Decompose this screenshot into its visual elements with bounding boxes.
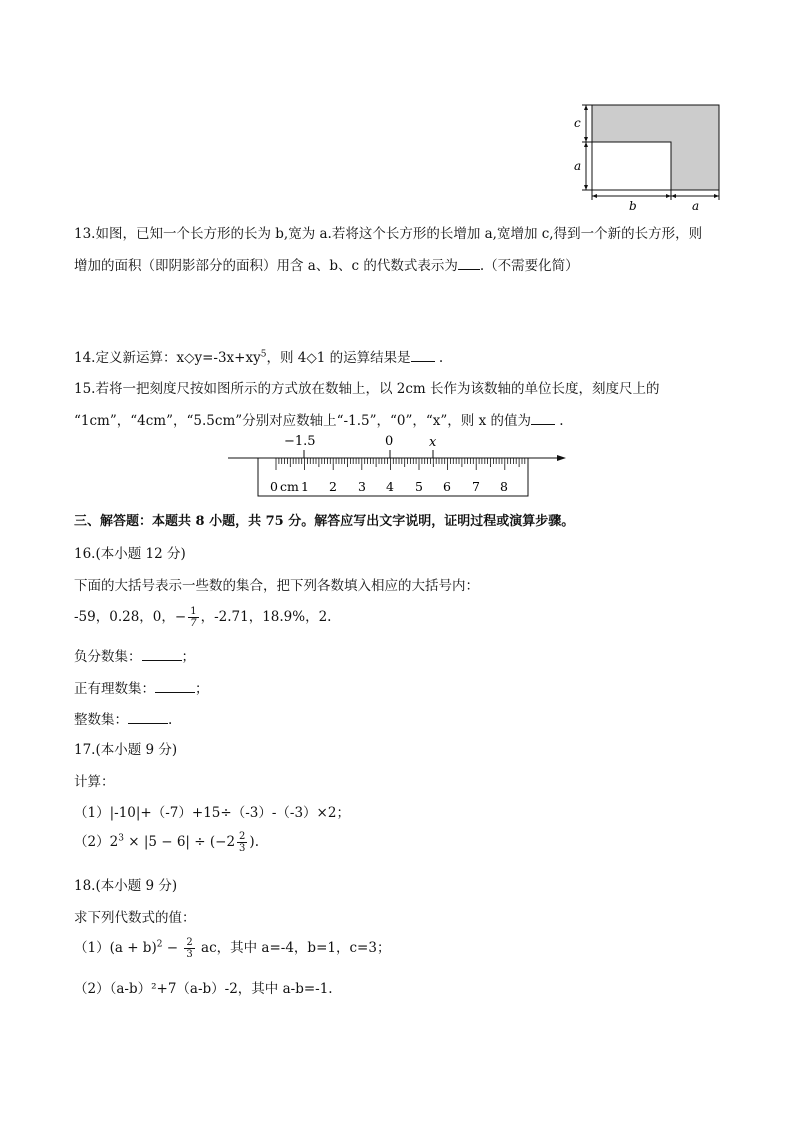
answer-blank-set2[interactable]	[155, 680, 195, 693]
ruler-ticks	[276, 458, 525, 470]
q16-title: 16.(本小题 12 分)	[74, 546, 186, 562]
q13-line1: 13.如图，已知一个长方形的长为 b,宽为 a.若将这个长方形的长增加 a,宽增加 c,得到一个新的长方形，则	[74, 226, 703, 242]
ruler-label-1: 1	[301, 479, 309, 494]
q18-title: 18.(本小题 9 分)	[74, 878, 178, 894]
q17-part1: （1）|-10|+（-7）+15÷（-3）-（-3）×2；	[74, 805, 350, 821]
label-b: b	[629, 199, 637, 213]
ruler-label-6: 6	[443, 479, 451, 494]
q17-part2: $(2)2^3 \times |5 - 6| \div (-2$ $\frac{2}{3}$ ).	[74, 831, 259, 854]
fraction-two-thirds: $\frac{2}{3}$	[239, 831, 246, 854]
axis-label-x: x	[429, 435, 437, 450]
ruler-label-4: 4	[386, 479, 394, 494]
original-rectangle	[592, 142, 671, 190]
answer-blank-set3[interactable]	[128, 711, 168, 724]
fraction-one-seventh: $\frac{1}{7}$	[190, 606, 197, 629]
q18-part2: （2）（a-b）²+7（a-b）-2，其中 a-b=-1.	[74, 981, 333, 997]
rectangle-figure	[566, 100, 726, 214]
q17-intro: 计算：	[74, 774, 115, 790]
answer-blank-15[interactable]	[531, 412, 555, 425]
answer-blank-13[interactable]	[458, 257, 480, 270]
q16-intro: 下面的大括号表示一些数的集合，把下列各数填入相应的大括号内：	[74, 578, 479, 594]
set-positive-rationals: 正有理数集： ；	[74, 681, 209, 697]
ruler-label-5: 5	[415, 479, 423, 494]
q14-line: 14.定义新运算：$x◇y=-3x+xy^5$，则 4◇1 的运算结果是 .	[74, 349, 444, 366]
ruler-label-0: 0	[270, 479, 278, 494]
axis-label-neg1.5: −1.5	[284, 434, 316, 449]
ruler-label-cm: cm	[280, 479, 299, 494]
ruler-label-3: 3	[358, 479, 366, 494]
q15-line1: 15.若将一把刻度尺按如图所示的方式放在数轴上，以 2cm 长作为该数轴的单位长度，刻度尺上的	[74, 381, 660, 397]
answer-blank-set1[interactable]	[142, 648, 182, 661]
label-c: c	[574, 116, 581, 130]
answer-blank-14[interactable]	[411, 349, 435, 362]
axis-label-0: 0	[385, 434, 394, 449]
set-negative-fractions: 负分数集： ；	[74, 649, 195, 665]
q16-numbers: -59，0.28，0，− $\frac{1}{7}$ ，-2.71，18.9%，2.	[74, 606, 332, 629]
ruler-label-2: 2	[329, 479, 337, 494]
q18-intro: 求下列代数式的值：	[74, 910, 196, 926]
ruler-label-7: 7	[472, 479, 480, 494]
label-a-bottom: a	[692, 199, 700, 213]
q15-line2: “1cm”，“4cm”，“5.5cm”分别对应数轴上“-1.5”，“0”，“x”，则 x 的值为 .	[74, 413, 564, 429]
section-3-heading: 三、解答题：本题共 8 小题，共 75 分。解答应写出文字说明，证明过程或演算步骤。	[74, 514, 575, 529]
label-a-side: a	[574, 159, 582, 173]
ruler-label-8: 8	[500, 479, 508, 494]
fraction-two-thirds-ac: $\frac{2}{3}$	[186, 937, 193, 960]
ruler-number-line-figure	[226, 430, 571, 500]
q13-line2: 增加的面积（即阴影部分的面积）用含 a、b、c 的代数式表示为 .（不需要化简）	[74, 258, 579, 274]
q17-title: 17.(本小题 9 分)	[74, 742, 178, 758]
set-integers: 整数集： .	[74, 712, 173, 728]
arrow-right-icon	[557, 455, 566, 461]
q18-part1: $(1)(a + b)^2$ − $\frac{2}{3}$ ac，其中 a=-4，b=1，c=3；	[74, 937, 391, 960]
